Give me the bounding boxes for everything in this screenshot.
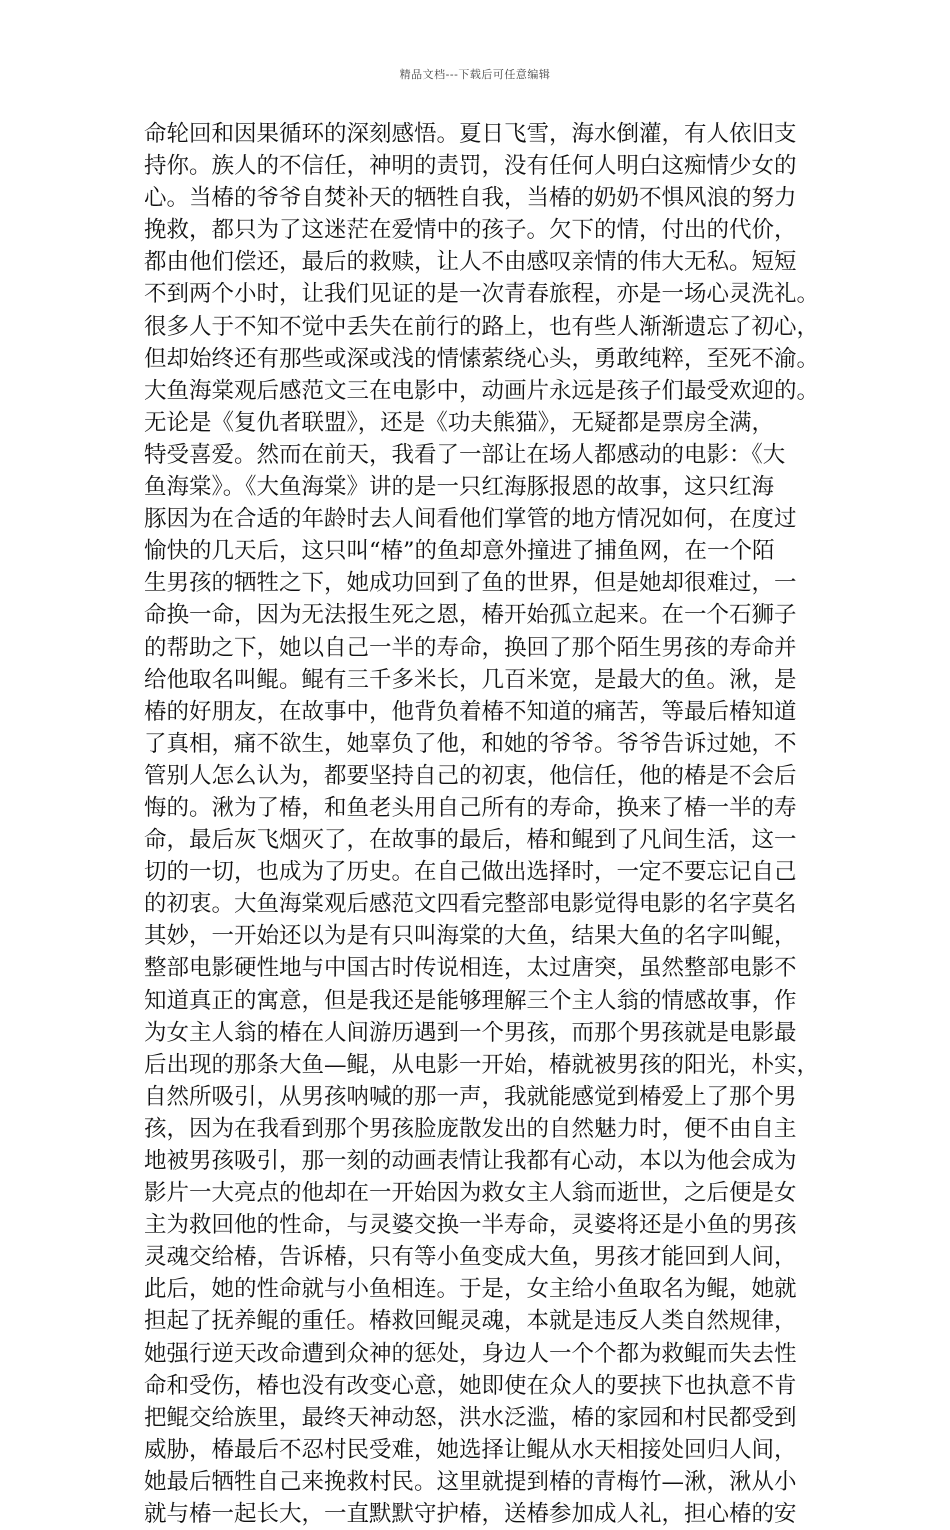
body-text	[144, 118, 824, 1530]
text-line: 命，最后灰飞烟灭了，在故事的最后，椿和鲲到了凡间生活，这一	[144, 827, 797, 854]
text-line: 命和受伤，椿也没有改变心意，她即使在众人的要挟下也执意不肯	[144, 1372, 797, 1399]
text-line: 灵魂交给椿，告诉椿，只有等小鱼变成大鱼，男孩才能回到人间，	[144, 1244, 797, 1271]
text-line: 心。当椿的爷爷自焚补天的牺牲自我，当椿的奶奶不惧风浪的努力	[144, 185, 797, 212]
text-line: 持你。族人的不信任，神明的责罚，没有任何人明白这痴情少女的	[144, 153, 797, 180]
text-line: 此后，她的性命就与小鱼相连。于是，女主给小鱼取名为鲲，她就	[144, 1276, 797, 1303]
text-line: 地被男孩吸引，那一刻的动画表情让我都有心动，本以为他会成为	[144, 1148, 797, 1174]
text-line: 生男孩的牺牲之下，她成功回到了鱼的世界，但是她却很难过，一	[144, 570, 797, 597]
page-header: 精品文档---下载后可任意编辑	[399, 68, 551, 81]
text-line: 了真相，痛不欲生，她辜负了他，和她的爷爷。爷爷告诉过她，不	[144, 730, 797, 757]
text-line: 影片一大亮点的他却在一开始因为救女主人翁而逝世，之后便是女	[144, 1180, 797, 1207]
text-line: 很多人于不知不觉中丢失在前行的路上，也有些人渐渐遗忘了初心，	[144, 313, 820, 340]
text-line: 孩，因为在我看到那个男孩脸庞散发出的自然魅力时，便不由自主	[144, 1115, 797, 1142]
text-line: 威胁，椿最后不忍村民受难，她选择让鲲从水天相接处回归人间，	[144, 1436, 797, 1463]
text-line: 命换一命，因为无法报生死之恩，椿开始孤立起来。在一个石狮子	[144, 602, 797, 629]
text-line: 她最后牺牲自己来挽救村民。这里就提到椿的青梅竹—湫，湫从小	[144, 1468, 797, 1495]
text-line: 其妙，一开始还以为是有只叫海棠的大鱼，结果大鱼的名字叫鲲，	[144, 923, 797, 950]
text-line: 椿的好朋友，在故事中，他背负着椿不知道的痛苦，等最后椿知道	[144, 698, 797, 725]
text-line: 后出现的那条大鱼—鲲，从电影一开始，椿就被男孩的阳光，朴实，	[144, 1051, 820, 1078]
text-line: 都由他们偿还，最后的救赎，让人不由感叹亲情的伟大无私。短短	[144, 249, 797, 276]
text-line: 不到两个小时，让我们见证的是一次青春旅程，亦是一场心灵洗礼。	[144, 281, 820, 308]
text-line: 切的一切，也成为了历史。在自己做出选择时，一定不要忘记自己	[144, 859, 797, 886]
text-line: 大鱼海棠观后感范文三在电影中，动画片永远是孩子们最受欢迎的。	[144, 377, 820, 404]
text-line: 知道真正的寓意，但是我还是能够理解三个主人翁的情感故事，作	[144, 987, 797, 1014]
text-line: 悔的。湫为了椿，和鱼老头用自己所有的寿命，换来了椿一半的寿	[144, 794, 797, 821]
text-line: 的帮助之下，她以自己一半的寿命，换回了那个陌生男孩的寿命并	[144, 634, 797, 661]
text-line: 主为救回他的性命，与灵婆交换一半寿命，灵婆将还是小鱼的男孩	[144, 1212, 797, 1239]
text-line: 愉快的几天后，这只叫“椿”的鱼却意外撞进了捕鱼网，在一个陌	[144, 538, 775, 565]
text-line: 挽救，都只为了这迷茫在爱情中的孩子。欠下的情，付出的代价，	[144, 217, 797, 244]
text-line: 担起了抚养鲲的重任。椿救回鲲灵魂，本就是违反人类自然规律，	[144, 1308, 797, 1335]
text-line: 给他取名叫鲲。鲲有三千多米长，几百米宽，是最大的鱼。湫，是	[144, 666, 797, 693]
text-line: 但却始终还有那些或深或浅的情愫萦绕心头，勇敢纯粹，至死不渝。	[144, 345, 820, 372]
text-line: 命轮回和因果循环的深刻感悟。夏日飞雪，海水倒灌，有人依旧支	[144, 121, 797, 147]
text-line: 豚因为在合适的年龄时去人间看他们掌管的地方情况如何，在度过	[144, 506, 797, 533]
text-line: 整部电影硬性地与中国古时传说相连，太过唐突，虽然整部电影不	[144, 955, 797, 982]
text-line: 为女主人翁的椿在人间游历遇到一个男孩，而那个男孩就是电影最	[144, 1019, 797, 1046]
text-line: 的初衷。大鱼海棠观后感范文四看完整部电影觉得电影的名字莫名	[144, 891, 797, 918]
text-line: 鱼海棠》。《大鱼海棠》讲的是一只红海豚报恩的故事，这只红海	[144, 474, 775, 501]
text-line: 就与椿一起长大，一直默默守护椿，送椿参加成人礼，担心椿的安	[144, 1501, 797, 1528]
text-line: 管别人怎么认为，都要坚持自己的初衷，他信任，他的椿是不会后	[144, 762, 797, 789]
text-line: 特受喜爱。然而在前天，我看了一部让在场人都感动的电影：《大	[144, 441, 786, 468]
text-line: 她强行逆天改命遭到众神的惩处，身边人一个个都为救鲲而失去性	[144, 1340, 797, 1367]
text-line: 把鲲交给族里，最终天神动怒，洪水泛滥，椿的家园和村民都受到	[144, 1404, 797, 1431]
text-line: 无论是《复仇者联盟》，还是《功夫熊猫》，无疑都是票房全满，	[144, 409, 775, 436]
text-line: 自然所吸引，从男孩呐喊的那一声，我就能感觉到椿爱上了那个男	[144, 1083, 797, 1110]
